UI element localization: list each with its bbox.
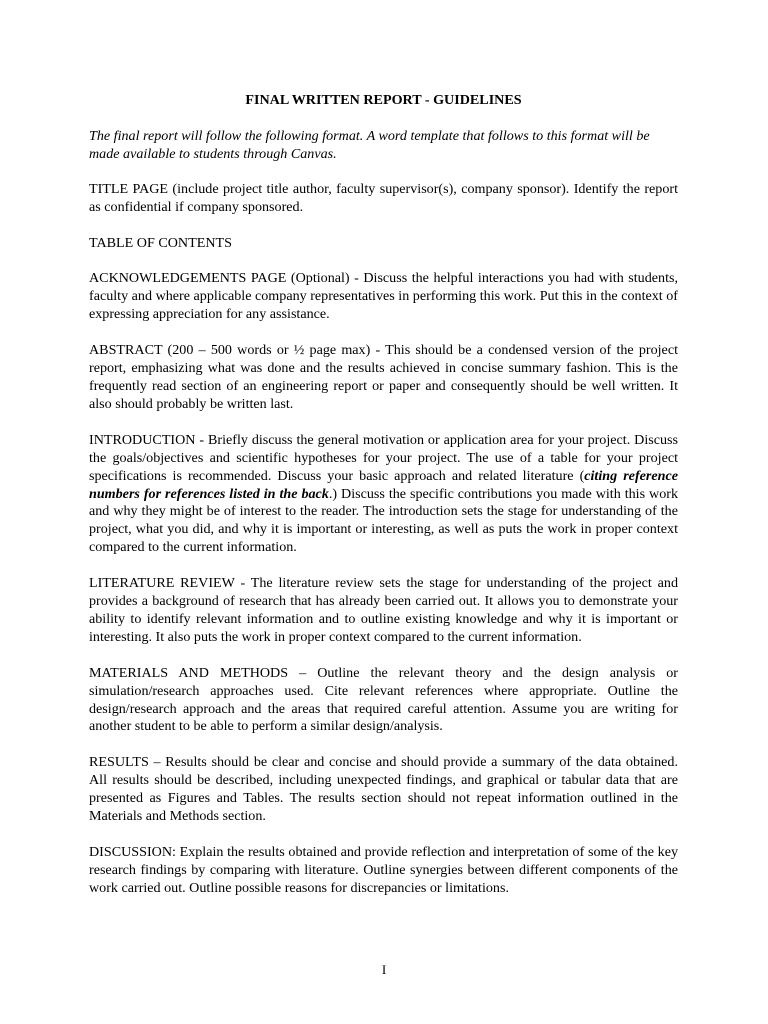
acknowledgements-paragraph: ACKNOWLEDGEMENTS PAGE (Optional) - Discuss the helpful interactions you had with students, faculty and where applicable company representatives in performing this work. Put this in the context of expressing appreciation for any assistance. xyxy=(89,270,678,323)
introduction-text-end: .) Discuss the specific contributions you made with this work and why they might be of interest to the reader. The introduction sets the stage for understanding of the project, what you did, and why it is important or interesting, as well as puts the work in proper context compared to the current information. xyxy=(89,485,678,556)
document-page xyxy=(89,92,678,916)
introduction-emphasis: citing reference numbers for references listed in the back xyxy=(89,467,678,502)
literature-review-paragraph: LITERATURE REVIEW - The literature review sets the stage for understanding of the project and provides a background of research that has already been carried out. It allows you to demonstrate your ability to identify relevant information and to outline existing knowledge and why it is important or interesting. It also puts the work in proper context compared to the current information. xyxy=(89,575,678,645)
results-paragraph: RESULTS – Results should be clear and concise and should provide a summary of the data obtained. All results should be described, including unexpected findings, and graphical or tabular data that are presented as Figures and Tables. The results section should not repeat information outlined in the Materials and Methods section. xyxy=(89,754,678,825)
document-title: FINAL WRITTEN REPORT - GUIDELINES xyxy=(245,92,522,108)
table-of-contents-heading: TABLE OF CONTENTS xyxy=(89,234,232,251)
abstract-paragraph: ABSTRACT (200 – 500 words or ½ page max) - This should be a condensed version of the project report, emphasizing what was done and the results achieved in concise summary fashion. This is the frequently read section of an engineering report or paper and consequently should be well written. It also should probably be written last. xyxy=(89,342,678,412)
introduction-text-start: INTRODUCTION - Briefly discuss the general motivation or application area for your project. Discuss the goals/objectives and scientific hypotheses for your project. The use of a table for your project specifications is recommended. Discuss your basic approach and related literature ( xyxy=(89,431,678,484)
discussion-paragraph: DISCUSSION: Explain the results obtained and provide reflection and interpretation of some of the key research findings by comparing with literature. Outline synergies between different components of the work carried out. Outline possible reasons for discrepancies or limitations. xyxy=(89,844,678,896)
page-number: I xyxy=(381,962,387,977)
title-page-paragraph: TITLE PAGE (include project title author, faculty supervisor(s), company sponsor). Identify the report as confidential if company sponsored. xyxy=(89,180,678,215)
materials-methods-paragraph: MATERIALS AND METHODS – Outline the relevant theory and the design analysis or simulation/research approaches used. Cite relevant references where appropriate. Outline the design/research approach and the areas that required careful attention. Assume you are writing for another student to be able to perform a similar design/analysis. xyxy=(89,664,678,735)
intro-paragraph: The final report will follow the following format. A word template that follows to this format will be made available to students through Canvas. xyxy=(89,127,650,162)
introduction-paragraph xyxy=(89,432,678,557)
